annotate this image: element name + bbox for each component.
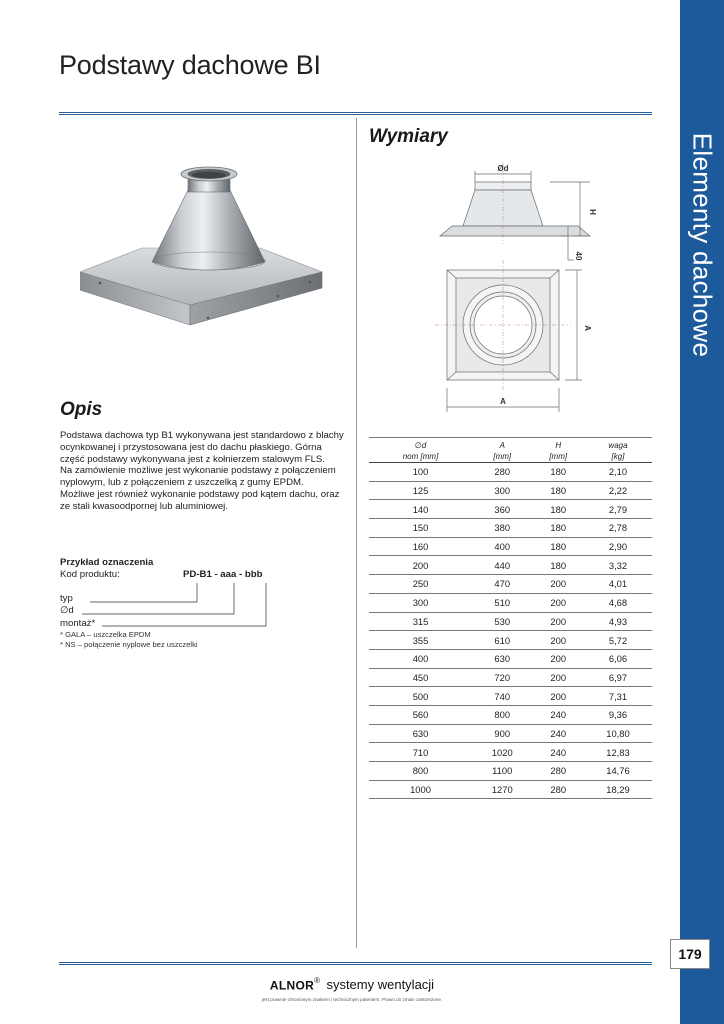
table-row bbox=[369, 762, 652, 781]
dimensions-table bbox=[369, 437, 652, 799]
description-heading: Opis bbox=[60, 399, 103, 420]
table-cell: 800 bbox=[369, 762, 472, 781]
table-header-weight: waga bbox=[608, 441, 628, 451]
table-cell: 360 bbox=[472, 500, 532, 519]
description-paragraph: Podstawa dachowa typ B1 wykonywana jest standardowo z blachy ocynkowanej i przystosowana jest do dachu płaskiego. Górna część podstawy wykonywana jest z kołnierzem stalowym FLS. bbox=[60, 430, 344, 465]
table-cell: 1270 bbox=[472, 780, 532, 799]
brand-logo: ALNOR bbox=[269, 978, 315, 993]
table-unit-a: [mm] bbox=[472, 451, 532, 463]
table-cell: 200 bbox=[532, 631, 584, 650]
page-number: 179 bbox=[670, 939, 710, 969]
description-text bbox=[60, 430, 345, 513]
table-row bbox=[369, 743, 652, 762]
table-cell: 240 bbox=[532, 743, 584, 762]
product-photo bbox=[80, 160, 330, 335]
table-cell: 200 bbox=[532, 687, 584, 706]
table-header-units-row bbox=[369, 451, 652, 463]
table-cell: 200 bbox=[532, 612, 584, 631]
table-cell: 530 bbox=[472, 612, 532, 631]
table-cell: 200 bbox=[532, 649, 584, 668]
table-cell: 4,93 bbox=[584, 612, 652, 631]
table-cell: 2,10 bbox=[584, 463, 652, 482]
table-cell: 160 bbox=[369, 537, 472, 556]
table-row bbox=[369, 519, 652, 538]
code-connector-lines bbox=[60, 557, 350, 632]
table-body bbox=[369, 463, 652, 799]
table-cell: 560 bbox=[369, 705, 472, 724]
brand-tagline: systemy wentylacji bbox=[326, 977, 435, 993]
table-cell: 180 bbox=[532, 463, 584, 482]
table-cell: 180 bbox=[532, 537, 584, 556]
table-row bbox=[369, 780, 652, 799]
table-row bbox=[369, 575, 652, 594]
table-cell: 280 bbox=[532, 762, 584, 781]
table-cell: 250 bbox=[369, 575, 472, 594]
table-cell: 200 bbox=[532, 668, 584, 687]
table-header-row bbox=[369, 438, 652, 451]
table-cell: 2,78 bbox=[584, 519, 652, 538]
table-row bbox=[369, 668, 652, 687]
code-label: Kod produktu: bbox=[60, 569, 120, 580]
table-cell: 510 bbox=[472, 593, 532, 612]
table-cell: 355 bbox=[369, 631, 472, 650]
table-header-diameter: ∅d bbox=[414, 441, 427, 451]
table-cell: 1000 bbox=[369, 780, 472, 799]
table-row bbox=[369, 481, 652, 500]
table-cell: 630 bbox=[472, 649, 532, 668]
table-cell: 630 bbox=[369, 724, 472, 743]
drawing-label-flange: 40 bbox=[574, 251, 583, 261]
table-row bbox=[369, 631, 652, 650]
table-row bbox=[369, 463, 652, 482]
table-cell: 7,31 bbox=[584, 687, 652, 706]
code-field-type: typ bbox=[60, 593, 73, 604]
table-cell: 740 bbox=[472, 687, 532, 706]
table-row bbox=[369, 724, 652, 743]
drawing-label-diameter: Ød bbox=[497, 164, 509, 173]
table-cell: 450 bbox=[369, 668, 472, 687]
table-row bbox=[369, 593, 652, 612]
table-cell: 200 bbox=[532, 593, 584, 612]
table-cell: 380 bbox=[472, 519, 532, 538]
table-cell: 610 bbox=[472, 631, 532, 650]
table-cell: 900 bbox=[472, 724, 532, 743]
product-code: PD-B1 - aaa - bbb bbox=[183, 569, 263, 580]
table-cell: 9,36 bbox=[584, 705, 652, 724]
table-cell: 10,80 bbox=[584, 724, 652, 743]
table-cell: 3,32 bbox=[584, 556, 652, 575]
side-section-label: Elementy dachowe bbox=[687, 132, 718, 358]
table-cell: 180 bbox=[532, 519, 584, 538]
table-cell: 2,79 bbox=[584, 500, 652, 519]
table-cell: 6,06 bbox=[584, 649, 652, 668]
footer-brand bbox=[0, 976, 724, 994]
table-cell: 12,83 bbox=[584, 743, 652, 762]
technical-drawing bbox=[430, 160, 610, 415]
table-header-h: H bbox=[555, 441, 562, 451]
table-cell: 500 bbox=[369, 687, 472, 706]
table-cell: 400 bbox=[369, 649, 472, 668]
table-cell: 280 bbox=[532, 780, 584, 799]
table-cell: 14,76 bbox=[584, 762, 652, 781]
description-paragraph: Na zamówienie możliwe jest wykonanie podstawy z połączeniem nyplowym, lub z połączeniem z uszczelką z gumy EPDM. bbox=[60, 465, 336, 489]
table-row bbox=[369, 612, 652, 631]
table-cell: 200 bbox=[532, 575, 584, 594]
table-unit-diameter: nom [mm] bbox=[369, 451, 472, 463]
table-cell: 280 bbox=[472, 463, 532, 482]
table-cell: 140 bbox=[369, 500, 472, 519]
table-row bbox=[369, 649, 652, 668]
table-cell: 4,68 bbox=[584, 593, 652, 612]
drawing-label-height: H bbox=[588, 209, 597, 215]
table-row bbox=[369, 705, 652, 724]
footer-divider bbox=[59, 962, 652, 965]
table-cell: 1020 bbox=[472, 743, 532, 762]
table-cell: 18,29 bbox=[584, 780, 652, 799]
table-cell: 6,97 bbox=[584, 668, 652, 687]
table-cell: 180 bbox=[532, 556, 584, 575]
table-cell: 710 bbox=[369, 743, 472, 762]
table-cell: 200 bbox=[369, 556, 472, 575]
table-cell: 300 bbox=[369, 593, 472, 612]
table-cell: 315 bbox=[369, 612, 472, 631]
code-field-mounting: montaż* bbox=[60, 618, 96, 629]
table-cell: 1100 bbox=[472, 762, 532, 781]
table-header-a: A bbox=[499, 441, 505, 451]
table-row bbox=[369, 556, 652, 575]
table-cell: 400 bbox=[472, 537, 532, 556]
table-cell: 300 bbox=[472, 481, 532, 500]
code-note: * GALA – uszczelka EPDM bbox=[60, 630, 151, 639]
table-unit-h: [mm] bbox=[532, 451, 584, 463]
table-cell: 240 bbox=[532, 724, 584, 743]
table-cell: 125 bbox=[369, 481, 472, 500]
table-cell: 800 bbox=[472, 705, 532, 724]
table-row bbox=[369, 687, 652, 706]
table-unit-weight: [kg] bbox=[584, 451, 652, 463]
table-cell: 720 bbox=[472, 668, 532, 687]
drawing-label-width-bottom: A bbox=[500, 397, 506, 406]
code-example-heading: Przykład oznaczenia bbox=[60, 557, 154, 568]
dimensions-heading: Wymiary bbox=[369, 126, 448, 147]
title-divider bbox=[59, 112, 652, 115]
description-paragraph: Możliwe jest również wykonanie podstawy pod kątem dachu, oraz ze stali kwasoodpornej lub aluminiowej. bbox=[60, 488, 340, 512]
footer-legal-text: jest prawnie chronionym znakiem i technicznym patentem. Prawo do zmian zastrzeżone. bbox=[261, 997, 443, 1002]
table-cell: 2,22 bbox=[584, 481, 652, 500]
table-cell: 5,72 bbox=[584, 631, 652, 650]
table-cell: 240 bbox=[532, 705, 584, 724]
footer-legal-note bbox=[0, 997, 724, 1002]
table-cell: 100 bbox=[369, 463, 472, 482]
page-title: Podstawy dachowe BI bbox=[59, 50, 321, 80]
registered-mark: ® bbox=[314, 976, 320, 985]
table-cell: 440 bbox=[472, 556, 532, 575]
code-note: * NS – połączenie nyplowe bez uszczelki bbox=[60, 640, 198, 649]
drawing-label-width-side: A bbox=[583, 325, 592, 331]
table-cell: 2,90 bbox=[584, 537, 652, 556]
column-divider bbox=[356, 118, 357, 948]
table-cell: 180 bbox=[532, 500, 584, 519]
code-field-diameter: ∅d bbox=[60, 605, 74, 616]
table-cell: 4,01 bbox=[584, 575, 652, 594]
table-cell: 470 bbox=[472, 575, 532, 594]
table-cell: 150 bbox=[369, 519, 472, 538]
table-cell: 180 bbox=[532, 481, 584, 500]
table-row bbox=[369, 537, 652, 556]
table-row bbox=[369, 500, 652, 519]
